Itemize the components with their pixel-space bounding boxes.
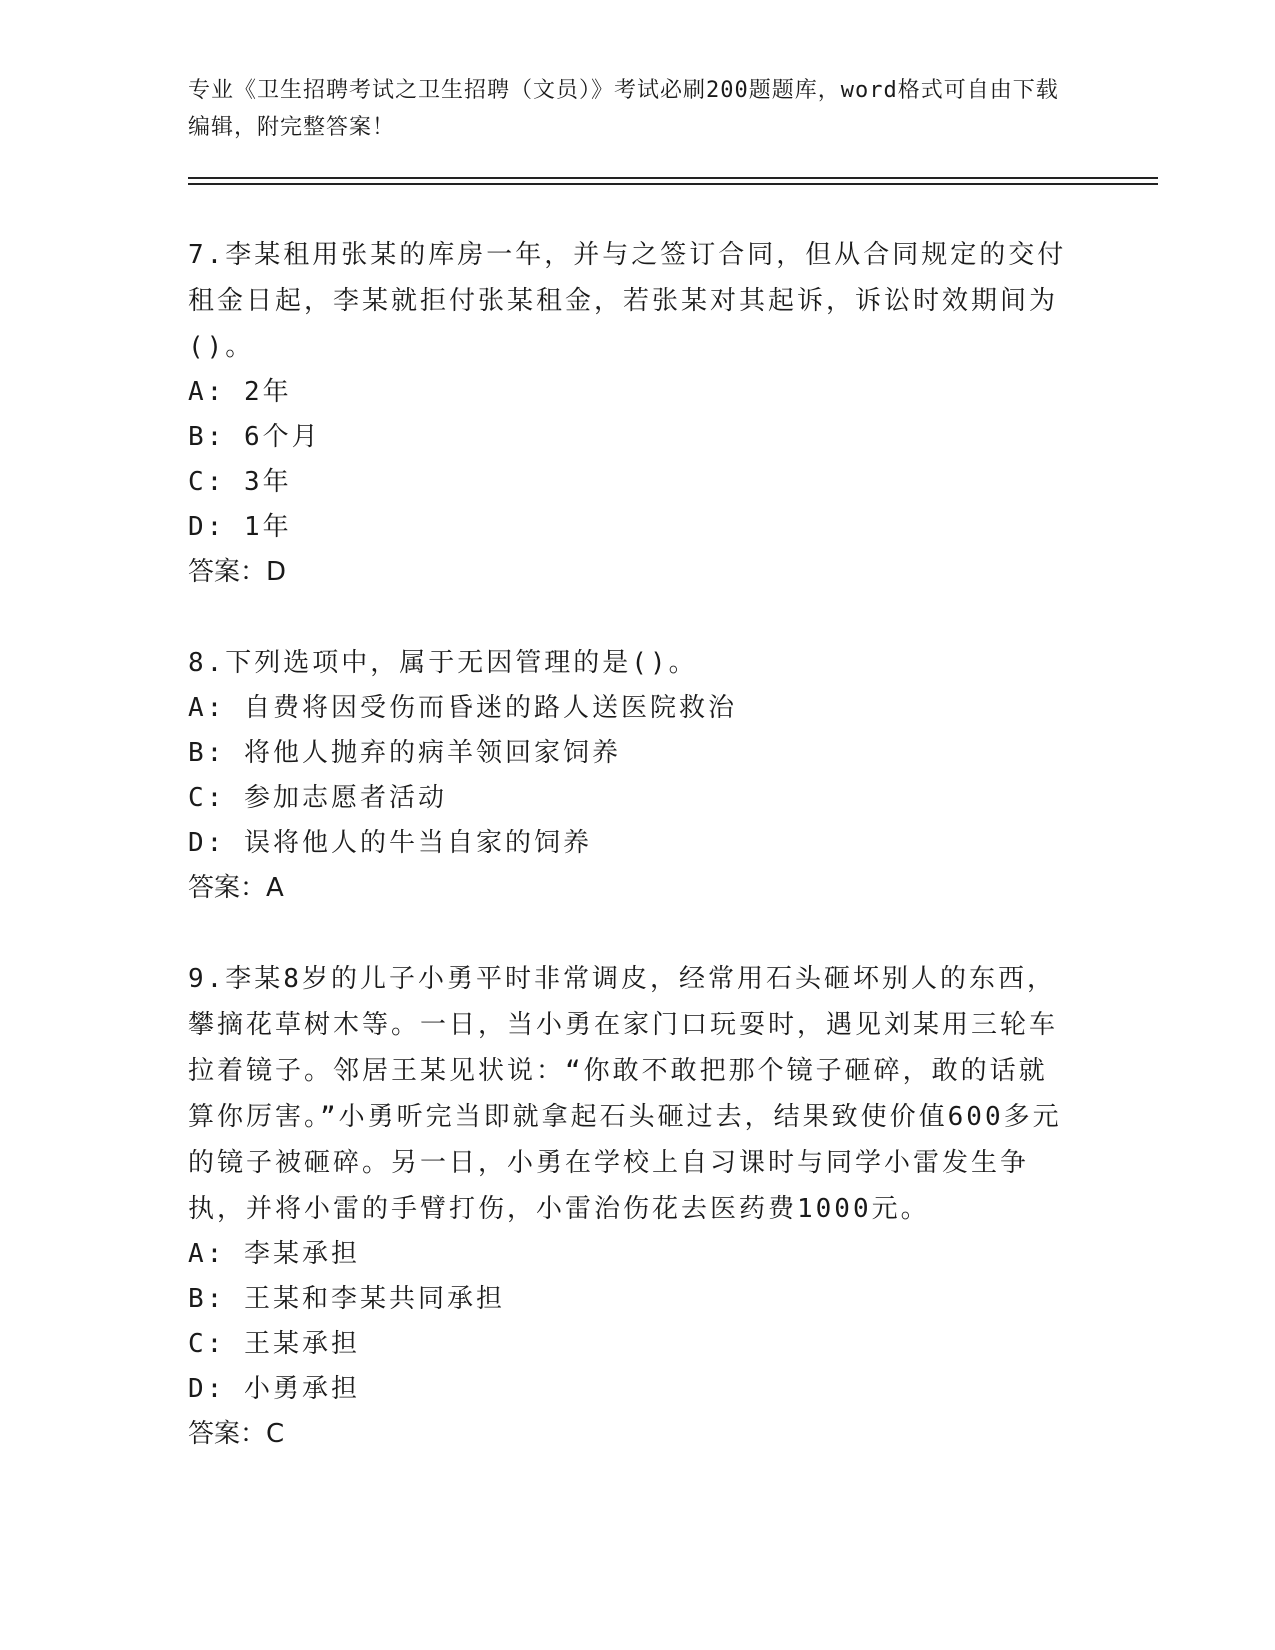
option-d: D: 误将他人的牛当自家的饲养	[188, 828, 592, 858]
answer-label: 答案：D	[188, 557, 287, 587]
question-list	[188, 232, 1068, 1502]
question-block-8	[188, 640, 1068, 911]
option-d: D: 小勇承担	[188, 1374, 360, 1404]
option-a: A: 2年	[188, 377, 292, 407]
option-b: B: 王某和李某共同承担	[188, 1284, 505, 1314]
answer-label: 答案：A	[188, 873, 284, 903]
option-c: C: 3年	[188, 467, 292, 497]
option-a: A: 李某承担	[188, 1239, 360, 1269]
question-block-9	[188, 956, 1068, 1457]
answer-label: 答案：C	[188, 1419, 285, 1449]
option-d: D: 1年	[188, 512, 292, 542]
header-divider-bottom	[188, 183, 1158, 185]
option-b: B: 6个月	[188, 422, 321, 452]
document-header: 专业《卫生招聘考试之卫生招聘（文员）》考试必刷200题题库，word格式可自由下载编辑，附完整答案！	[188, 78, 1059, 140]
question-block-7	[188, 232, 1068, 595]
option-a: A: 自费将因受伤而昏迷的路人送医院救治	[188, 693, 737, 723]
option-c: C: 参加志愿者活动	[188, 783, 447, 813]
option-b: B: 将他人抛弃的病羊领回家饲养	[188, 738, 621, 768]
question-stem: 9.李某8岁的儿子小勇平时非常调皮，经常用石头砸坏别人的东西，攀摘花草树木等。一日，当小勇在家门口玩耍时，遇见刘某用三轮车拉着镜子。邻居王某见状说：“你敢不敢把那个镜子砸碎，敢的话就算你厉害。”小勇听完当即就拿起石头砸过去，结果致使价值600多元的镜子被砸碎。另一日，小勇在学校上自习课时与同学小雷发生争执，并将小雷的手臂打伤，小雷治伤花去医药费1000元。	[188, 964, 1062, 1224]
option-c: C: 王某承担	[188, 1329, 360, 1359]
header-divider-top	[188, 177, 1158, 179]
question-stem: 7.李某租用张某的库房一年，并与之签订合同，但从合同规定的交付租金日起，李某就拒付张某租金，若张某对其起诉，诉讼时效期间为()。	[188, 240, 1067, 362]
question-stem: 8.下列选项中，属于无因管理的是()。	[188, 648, 698, 678]
